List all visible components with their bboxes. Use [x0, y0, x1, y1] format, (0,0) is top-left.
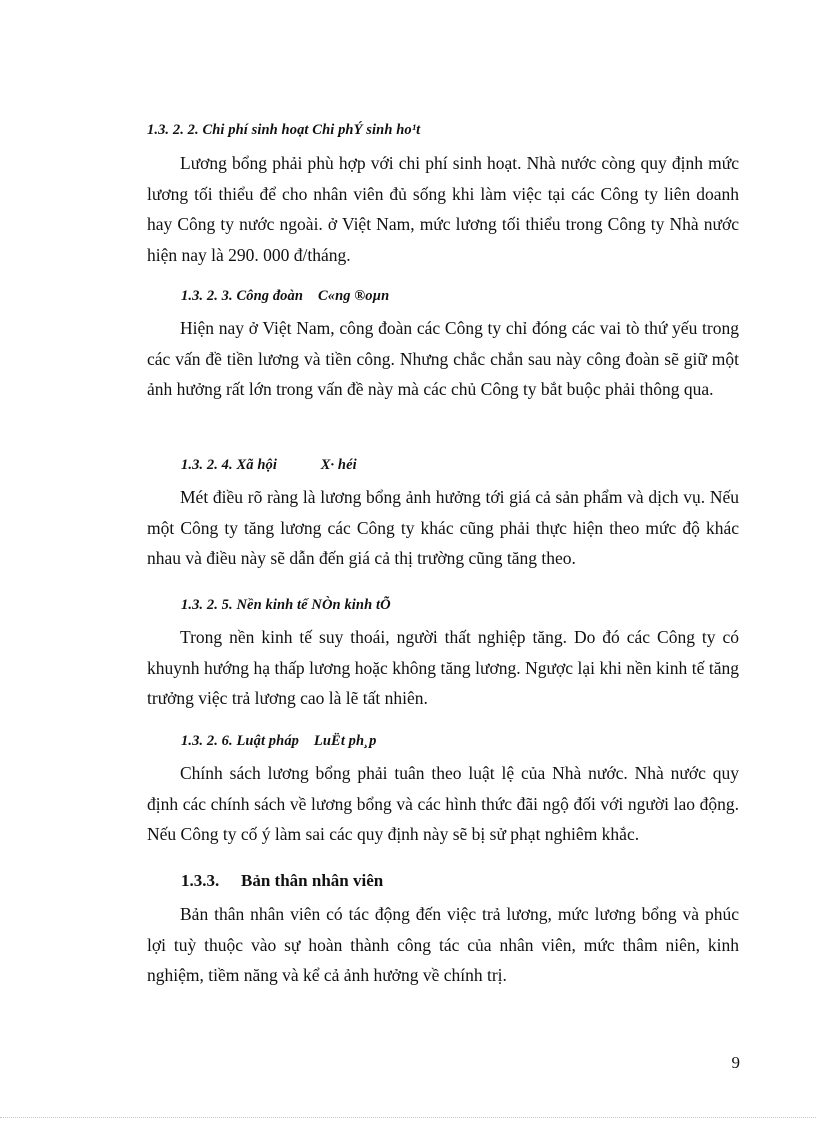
heading-text: 1.3. 2. 5. Nền kinh tế	[181, 597, 308, 613]
page-bottom-divider	[0, 1117, 816, 1118]
paragraph-ban-than-nhan-vien: Bản thân nhân viên có tác động đến việc trả lương, mức lương bổng và phúc lợi tuỳ thuộc vào sự hoàn thành công tác của nhân viên, mức thâm niên, kinh nghiệm, tiềm năng và kể cả ảnh hưởng về chính trị.	[147, 904, 739, 985]
paragraph-cong-doan: Hiện nay ở Việt Nam, công đoàn các Công ty chỉ đóng các vai tò thứ yếu trong các vấn đề tiền lương và tiền công. Nhưng chắc chắn sau này công đoàn sẽ giữ một ảnh hưởng rất lớn trong vấn đề này mà các chủ Công ty bắt buộc phải thông qua.	[147, 318, 739, 399]
paragraph-xa-hoi: Mét điều rõ ràng là lương bổng ảnh hưởng tới giá cả sản phẩm và dịch vụ. Nếu một Công ty tăng lương các Công ty khác cũng phải thực hiện theo mức độ khác nhau và điều này sẽ dẫn đến giá cả thị trường cũng tăng theo.	[147, 487, 739, 568]
heading-nen-kinh-te	[181, 597, 391, 614]
paragraph-luat-phap: Chính sách lương bổng phải tuân theo luật lệ của Nhà nước. Nhà nước quy định các chính sách về lương bổng và các hình thức đãi ngộ đối với người lao động. Nếu Công ty cố ý làm sai các quy định này sẽ bị sử phạt nghiêm khắc.	[147, 763, 739, 844]
page-number: 9	[731, 1053, 740, 1072]
heading-garbled-text: Chi phÝ sinh ho¹t	[312, 122, 421, 138]
heading-text: 1.3. 2. 3. Công đoàn	[181, 288, 304, 304]
heading-luat-phap	[181, 733, 376, 750]
heading-xa-hoi	[181, 457, 357, 474]
heading-cong-doan	[181, 288, 389, 305]
heading-text: 1.3. 2. 4. Xã hội	[181, 457, 277, 473]
heading-chi-phi-sinh-hoat	[147, 122, 420, 139]
heading-garbled-text: C«ng ®oµn	[317, 288, 390, 304]
heading-garbled-text: LuËt ph¸p	[313, 733, 377, 749]
heading-garbled-text: X· héi	[320, 457, 357, 473]
section-title: Bản thân nhân viên	[241, 871, 384, 890]
section-heading	[181, 871, 383, 891]
heading-text: 1.3. 2. 6. Luật pháp	[181, 733, 300, 749]
paragraph-chi-phi-sinh-hoat: Lương bổng phải phù hợp với chi phí sinh hoạt. Nhà nước còng quy định mức lương tối thiểu để cho nhân viên đủ sống khi làm việc tại các Công ty liên doanh hay Công ty nước ngoài. ở Việt Nam, mức lương tối thiểu trong Công ty Nhà nước hiện nay là 290. 000 đ/tháng.	[147, 153, 739, 265]
section-number: 1.3.3.	[181, 871, 220, 890]
heading-text: 1.3. 2. 2. Chi phí sinh hoạt	[147, 122, 309, 138]
heading-garbled-text: NÒn kinh tÕ	[311, 597, 391, 613]
paragraph-nen-kinh-te: Trong nền kinh tế suy thoái, người thất nghiệp tăng. Do đó các Công ty có khuynh hướng hạ thấp lương hoặc không tăng lương. Ngược lại khi nền kinh tế tăng trưởng việc trả lương cao là lẽ tất nhiên.	[147, 627, 739, 708]
